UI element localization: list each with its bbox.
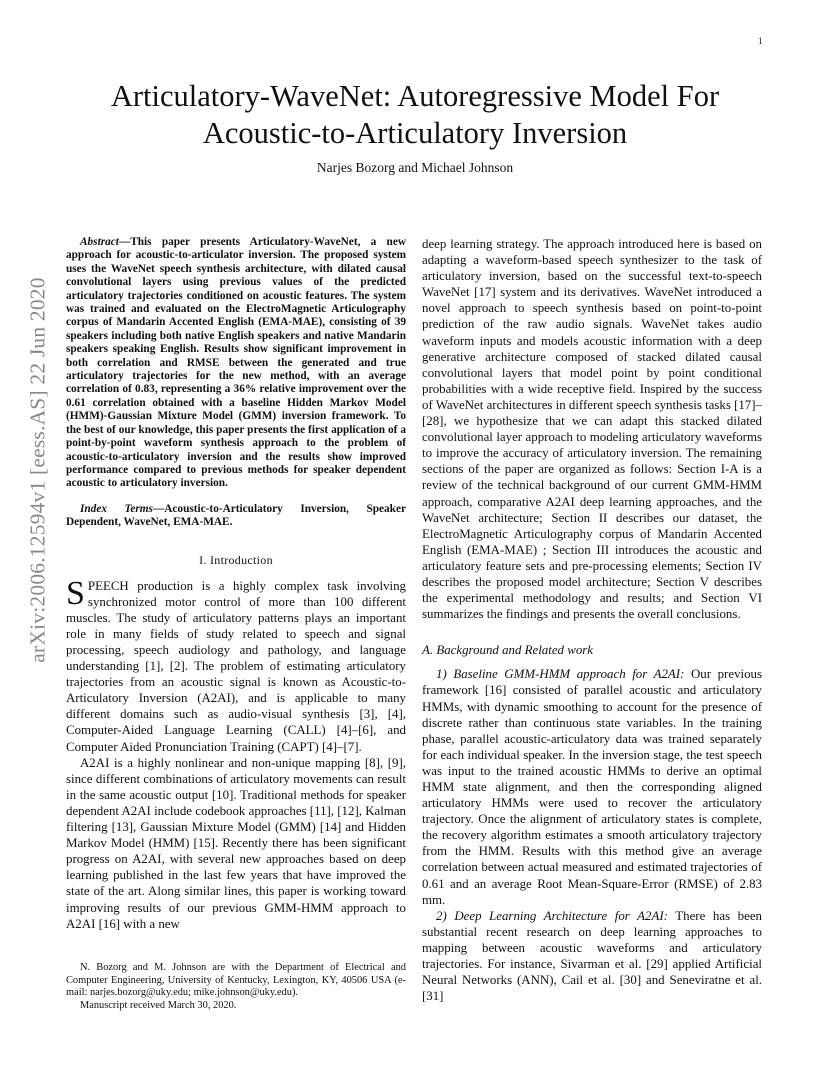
paragraph-2-label: 1) Baseline GMM-HMM approach for A2AI: xyxy=(436,667,685,682)
right-paragraph-1: deep learning strategy. The approach introduced here is based on adapting a waveform-based speech synthesizer to the task of articulatory inversion, based on the successful text-to-speech WaveNet [17] system and its derivatives. WaveNet introduced a novel approach to speech synthesis based on point-to-point prediction of the raw audio signals. WaveNet takes audio waveform inputs and models acoustic information with a deep generative architecture composed of stacked dilated causal convolutional layers that model point by point conditional probabilities with a wide receptive field. Inspired by the success of WaveNet architectures in different speech synthesis tasks [17]–[28], we hypothesize that we can adapt this stacked dilated convolutional layer approach to modeling articulatory waveforms to improve the accuracy of articulatory inversion. The remaining sections of the paper are organized as follows: Section I-A is a review of the technical background of our current GMM-HMM approach, comparative A2AI deep learning approaches, and the WaveNet architecture; Section II describes our dataset, the ElectroMagnetic Articulography corpus of Mandarin Accented English (EMA-MAE) ; Section III introduces the acoustic and articulatory feature sets and pre-processing elements; Section IV describes the proposed model architecture; Section V describes the experimental methodology and results; and Section VI summarizes the findings and presents the overall conclusions. xyxy=(422,237,762,622)
index-terms-label: Index Terms xyxy=(80,502,153,515)
abstract-label: Abstract xyxy=(80,236,119,248)
arxiv-stamp: arXiv:2006.12594v1 [eess.AS] 22 Jun 2020 xyxy=(25,277,50,663)
index-terms xyxy=(66,503,406,530)
abstract-text: —This paper presents Articulatory-WaveNet, a new approach for acoustic-to-articulator inversion. The proposed system uses the WaveNet speech synthesis architecture, with dilated causal convolutional layers using previous values of the predicted articulatory trajectories conditioned on acoustic features. The system was trained and evaluated on the ElectroMagnetic Articulography corpus of Mandarin Accented English (EMA-MAE), consisting of 39 speakers including both native English speakers and native Mandarin speakers speaking English. Results show significant improvement in both correlation and RMSE between the generated and true articulatory trajectories for the new method, with an average correlation of 0.83, representing a 36% relative improvement over the 0.61 correlation obtained with a baseline Hidden Markov Model (HMM)-Gaussian Mixture Model (GMM) inversion framework. To the best of our knowledge, this paper presents the first application of a point-by-point waveform synthesis approach to the problem of acoustic-to-articulatory inversion and the results show improved performance compared to previous methods for speaker dependent acoustic to articulatory inversion. xyxy=(66,236,406,490)
abstract xyxy=(66,236,406,491)
intro-paragraph-2: A2AI is a highly nonlinear and non-unique mapping [8], [9], since different combinations of articulatory movements can result in the same acoustic output [10]. Traditional methods for speaker dependent A2AI include codebook approaches [11], [12], Kalman filtering [13], Gaussian Mixture Model (GMM) [14] and Hidden Markov Model (HMM) [15]. Recently there has been significant progress on A2AI, with several new approaches based on deep learning published in the last few years that have improved the state of the art. Along similar lines, this paper is working toward improving results of our previous GMM-HMM approach to A2AI [16] with a new xyxy=(66,755,406,931)
right-paragraph-2 xyxy=(422,666,762,907)
right-column xyxy=(422,236,762,1004)
footnote xyxy=(66,962,406,1012)
right-paragraph-3 xyxy=(422,908,762,1005)
paragraph-3-label: 2) Deep Learning Architecture for A2AI: xyxy=(436,908,668,923)
index-terms-text: —Acoustic-to-Articulatory Inversion, Speaker Dependent, WaveNet, EMA-MAE. xyxy=(66,502,406,529)
paragraph-3-text: There has been substantial recent research on deep learning approaches to mapping between acoustic waveforms and articulatory trajectories. For instance, Sivarman et al. [29] applied Artificial Neural Networks (ANN), Cail et al. [30] and Seneviratne et al. [31] xyxy=(422,908,762,1004)
subsection-heading: A. Background and Related work xyxy=(422,643,594,658)
left-column xyxy=(66,236,406,932)
footnote-affiliation: N. Bozorg and M. Johnson are with the Department of Electrical and Computer Engineering, University of Kentucky, Lexington, KY, 40506 USA (e-mail: narjes.bozorg@uky.edu; mike.johnson@uky.edu). xyxy=(66,962,406,999)
intro-paragraph-1 xyxy=(66,574,406,755)
section-heading: I. Introduction xyxy=(199,552,273,567)
authors: Narjes Bozorg and Michael Johnson xyxy=(316,160,514,175)
paragraph-2-text: Our previous framework [16] consisted of parallel acoustic and articulatory HMMs, with dynamic smoothing to account for the presence of discrete rather than continuous state variables. In the training phase, parallel acoustic-articulatory data was trained separately for each individual speaker. In the inversion stage, the test speech was input to the trained acoustic HMMs to derive an optimal HMM state alignment, and then the corresponding aligned articulatory HMMs were used to recover the articulatory trajectory. Once the alignment of articulatory states is complete, the recovery algorithm estimates a smooth articulatory trajectory from the HMM. Results with this method give an average correlation between actual measured and estimated trajectories of 0.61 and an average Root Mean-Square-Error (RMSE) of 2.83 mm. xyxy=(422,667,763,907)
intro-paragraph-1-text: PEECH production is a highly complex task involving synchronized motor control of more than 100 different muscles. The study of articulatory patterns plays an important role in many fields of study related to speech and signal processing, speech audiology and pathology, and language understanding [1], [2]. The problem of estimating articulatory trajectories from an acoustic signal is known as Acoustic-to-Articulatory Inversion (A2AI), and is applicable to many different domains such as audio-visual synthesis [3], [4], Computer-Aided Language Learning (CALL) [4]–[6], and Computer Aided Pronunciation Training (CAPT) [4]–[7]. xyxy=(66,578,406,754)
paper-title: Articulatory-WaveNet: Autoregressive Model For Acoustic-to-Articulatory Inversion xyxy=(110,79,720,150)
footnote-received: Manuscript received March 30, 2020. xyxy=(80,999,237,1011)
page-number: 1 xyxy=(758,36,763,46)
drop-cap: S xyxy=(66,574,85,612)
